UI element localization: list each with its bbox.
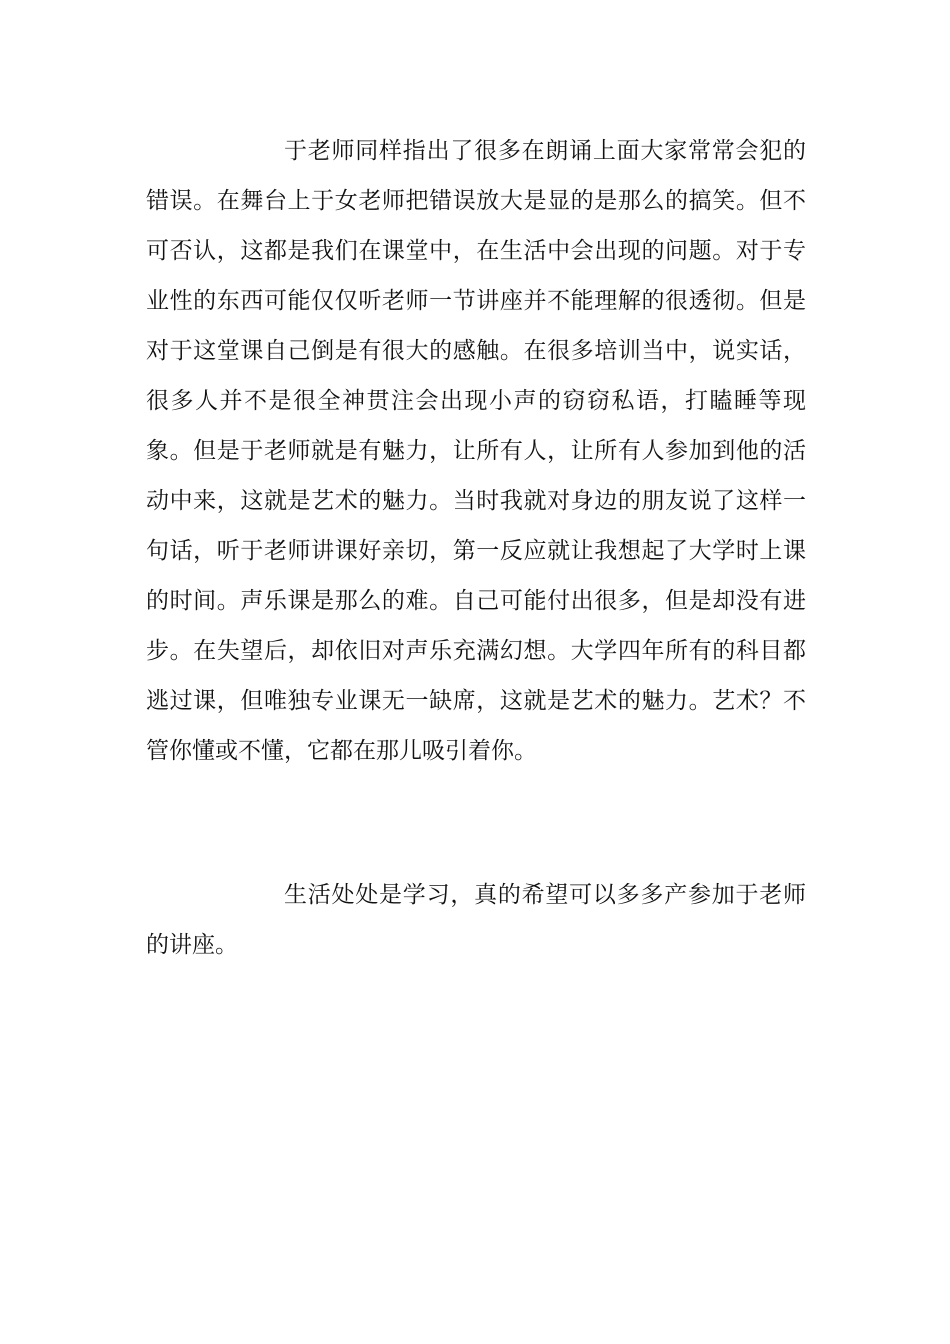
body-text-block-1 bbox=[146, 126, 806, 776]
paragraph-2: 生活处处是学习，真的希望可以多多产参加于老师的讲座。 bbox=[146, 882, 806, 958]
body-text-block-2 bbox=[146, 870, 806, 970]
paragraph-1: 于老师同样指出了很多在朗诵上面大家常常会犯的错误。在舞台上于女老师把错误放大是显的是那么的搞笑。但不可否认，这都是我们在课堂中，在生活中会出现的问题。对于专业性的东西可能仅仅听老师一节讲座并不能理解的很透彻。但是对于这堂课自己倒是有很大的感触。在很多培训当中，说实话，很多人并不是很全神贯注会出现小声的窃窃私语，打瞌睡等现象。但是于老师就是有魅力，让所有人，让所有人参加到他的活动中来，这就是艺术的魅力。当时我就对身边的朋友说了这样一句话，听于老师讲课好亲切，第一反应就让我想起了大学时上课的时间。声乐课是那么的难。自己可能付出很多，但是却没有进步。在失望后，却依旧对声乐充满幻想。大学四年所有的科目都逃过课，但唯独专业课无一缺席，这就是艺术的魅力。艺术？不管你懂或不懂，它都在那儿吸引着你。 bbox=[146, 138, 806, 764]
